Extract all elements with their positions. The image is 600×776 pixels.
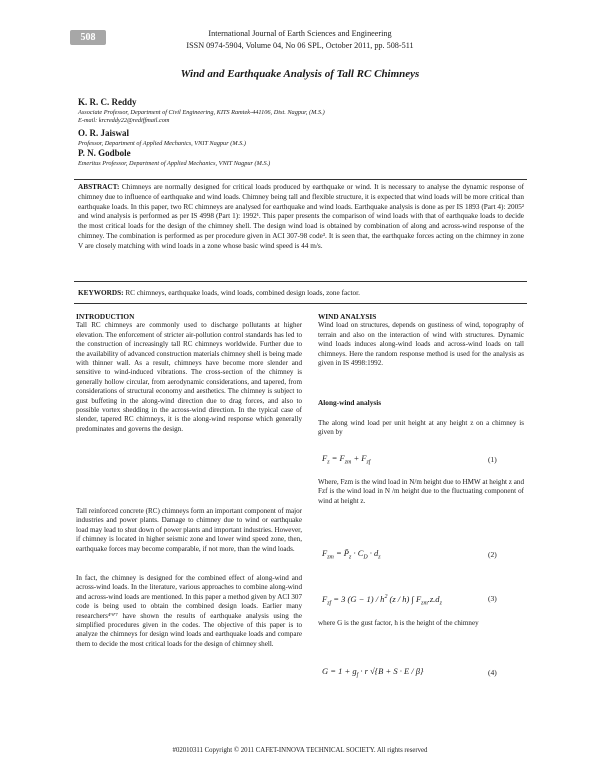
- abstract-label: ABSTRACT:: [78, 183, 120, 191]
- author-affiliation: Professor, Department of Applied Mechanics, VNIT Nagpur (M.S.): [78, 140, 246, 147]
- page-number-badge: 508: [70, 30, 106, 45]
- keywords-body: RC chimneys, earthquake loads, wind loads, combined design loads, zone factor.: [125, 289, 360, 297]
- equation-3: $F_{zf} = 3$ $(G - 1) / h^2$ (z / h) ∫ $F_{zm}.z.d_z$: [322, 594, 442, 607]
- issn-line: ISSN 0974-5904, Volume 04, No 06 SPL, October 2011, pp. 508-511: [186, 41, 414, 50]
- equation-number: (2): [488, 550, 497, 559]
- subsection-heading: Along-wind analysis: [318, 398, 382, 407]
- author-affiliation: Associate Professor, Department of Civil Engineering, KITS Ramtek-441106, Dist. Nagpur, (M.S.): [78, 109, 325, 116]
- paragraph: The along wind load per unit height at any height z on a chimney is given by: [318, 419, 524, 437]
- author-affiliation: Emeritus Professor, Department of Applied Mechanics, VNIT Nagpur (M.S.): [78, 160, 271, 167]
- paragraph: In fact, the chimney is designed for the combined effect of along-wind and across-wind loads. In the literature, various approaches to combine along-wind and across-wind loads are mentioned. In this paper a method given by ACI 307 code is being used to obtain the combined design loads. Earlier many researchers⁴'⁶'⁷ have shown the results of earthquake analysis using the simplified procedures given in the codes. The objective of this paper is to analyze the chimneys for design wind loads and earthquake loads and compare them to decide the most critical loads for the design of chimney shell.: [76, 574, 302, 648]
- paragraph: where G is the gust factor, h is the height of the chimney: [318, 619, 479, 627]
- equation-1: $F_z = F_{zm} + F_{zf}$: [322, 453, 371, 466]
- divider: [74, 303, 527, 304]
- abstract: [78, 183, 524, 251]
- author-name: P. N. Godbole: [78, 148, 131, 158]
- equation-number: (4): [488, 668, 497, 677]
- equation-number: (3): [488, 594, 497, 603]
- keywords-label: KEYWORDS:: [78, 289, 124, 297]
- journal-title: International Journal of Earth Sciences and Engineering: [208, 29, 392, 38]
- author-name: K. R. C. Reddy: [78, 97, 137, 107]
- copyright-footer: #02010311 Copyright © 2011 CAFET-INNOVA TECHNICAL SOCIETY. All rights reserved: [172, 747, 428, 754]
- keywords: [78, 289, 524, 299]
- equation-number: (1): [488, 455, 497, 464]
- equation-4: $G = 1 + g_f \cdot r$ √{B + S · E / β}: [322, 666, 424, 679]
- intro-section: [76, 312, 302, 434]
- paragraph: Wind load on structures, depends on gustiness of wind, topography of terrain and also on the interaction of wind with structures. Dynamic wind loads induces along-wind loads and across-wind loads on tall chimneys. Here the random response method is used for the analysis as given in IS 4998:1992.: [318, 321, 524, 368]
- paragraph: Tall reinforced concrete (RC) chimneys form an important component of major industries and power plants. Damage to chimney due to wind or earthquake load may lead to shut down of power plants and important industries. However, if chimney is located in higher seismic zone and lower wind speed zone, then, earthquake forces may become comparable, if not more, than the wind loads.: [76, 507, 302, 553]
- paragraph: Tall RC chimneys are commonly used to discharge pollutants at higher elevation. The enforcement of stricter air-pollution control standards has led to the construction of increasingly tall RC chimneys worldwide. Further due to the availability of advanced construction materials chimney shell is being made with thinner wall. As a result, chimneys have become more slender and sensitive to wind-induced vibrations. The cross-section of the chimney is generally hollow circular, from aerodynamic considerations, and tapered, from considerations of structural economy and aesthetics. The chimney is subject to gust buffeting in the along-wind direction due to drag forces, and also to possible vortex shedding in the across-wind direction. In the typical case of slender, tapered RC chimneys, it is the along-wind response which generally predominates and governs the design.: [76, 321, 302, 433]
- author-email: E-mail: krcreddy22@rediffmail.com: [78, 117, 170, 124]
- abstract-body: Chimneys are normally designed for critical loads produced by earthquake or wind. It is necessary to analyse the dynamic response of chimney due to influence of earthquake and wind loads. Chimney being tall and flexible structure, it is expected that wind loads will be more critical than earthquake loads. In this paper, two RC chimneys are analysed for earthquake and wind loads. Earthquake analysis is done as per IS 1893 (Part 4): 2005² and wind analysis is performed as per IS 4998 (Part 1): 1992¹. This paper presents the comparison of wind loads with that of earthquake loads to decide the most critical loads for the design of the chimney shell. The design wind load is obtained by combination of along and across-wind response of the chimney. The combination is performed as per procedure given in ACI 307-98 code³. It is seen that, the earthquake forces acting on the chimney in zone V are closely matching with wind loads in a zone whose basic wind speed is 44 m/s.: [78, 183, 524, 250]
- equation-2: $F_{zm}$ = $P̄_z \cdot C_D \cdot d_z$: [322, 548, 381, 561]
- paper-title: Wind and Earthquake Analysis of Tall RC Chimneys: [180, 68, 420, 80]
- paragraph: Where, Fzm is the wind load in N/m height due to HMW at height z and Fzf is the wind load in N /m height due to the fluctuating component of wind at height z.: [318, 478, 524, 505]
- author-name: O. R. Jaiswal: [78, 128, 130, 138]
- section-heading: WIND ANALYSIS: [318, 312, 377, 321]
- section-heading: INTRODUCTION: [76, 312, 135, 321]
- wind-section: [318, 312, 524, 368]
